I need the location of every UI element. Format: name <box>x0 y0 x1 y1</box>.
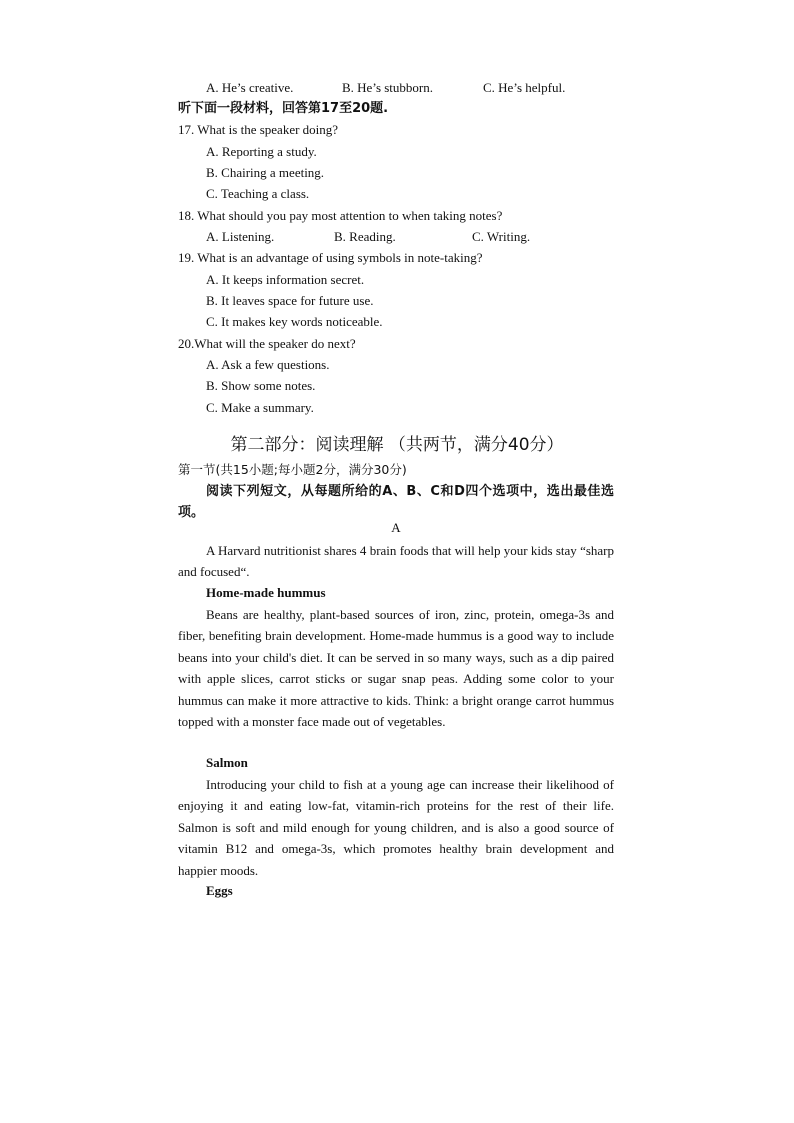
q17-stem: 17. What is the speaker doing? <box>178 122 339 137</box>
eggs-heading: Eggs <box>206 883 233 898</box>
q16-option-b[interactable]: B. He’s stubborn. <box>342 80 433 95</box>
part2-title: 第二部分：阅读理解 （共两节，满分40分） <box>230 435 564 455</box>
hummus-paragraph: Beans are healthy, plant-based sources of iron, zinc, protein, omega-3s and fiber, benefiting brain development. Home-made hummus is a good way to include beans into your child's diet. It can be served in so many ways, such as a dip paired with apple slices, carrot sticks or sugar snap peas. Adding some color to your hummus can make it more attractive to kids. Think: a bright orange carrot hummus topped with a monster face made out of vegetables. <box>178 607 614 730</box>
q19-option-c[interactable]: C. It makes key words noticeable. <box>206 314 383 329</box>
salmon-paragraph: Introducing your child to fish at a young age can increase their likelihood of enjoying it and eating low-fat, vitamin-rich proteins for the rest of their life. Salmon is soft and mild enough for young children, and is also a good source of vitamin B12 and omega-3s, which promotes healthy brain development and happier moods. <box>178 777 614 878</box>
q17-option-c[interactable]: C. Teaching a class. <box>206 186 310 201</box>
section1-title: 第一节(共15小题;每小题2分，满分30分) <box>178 462 407 477</box>
salmon-heading: Salmon <box>206 755 248 770</box>
reading-instruction: 阅读下列短文，从每题所给的A、B、C和D四个选项中，选出最佳选项。 <box>178 484 614 520</box>
q20-option-c[interactable]: C. Make a summary. <box>206 400 314 415</box>
q20-option-a[interactable]: A. Ask a few questions. <box>206 357 330 372</box>
q18-stem: 18. What should you pay most attention to when taking notes? <box>178 208 503 223</box>
listening-section-note: 听下面一段材料，回答第17至20题. <box>178 101 389 116</box>
q19-stem: 19. What is an advantage of using symbols in note-taking? <box>178 250 483 265</box>
q18-option-c[interactable]: C. Writing. <box>472 229 531 244</box>
q18-option-a[interactable]: A. Listening. <box>206 229 275 244</box>
passage-intro: A Harvard nutritionist shares 4 brain foods that will help your kids stay “sharp and focused“. <box>178 543 614 580</box>
q20-option-b[interactable]: B. Show some notes. <box>206 378 316 393</box>
q19-option-b[interactable]: B. It leaves space for future use. <box>206 293 374 308</box>
q17-option-b[interactable]: B. Chairing a meeting. <box>206 165 325 180</box>
passage-label: A <box>391 520 401 535</box>
q19-option-a[interactable]: A. It keeps information secret. <box>206 272 365 287</box>
q16-option-c[interactable]: C. He’s helpful. <box>483 80 566 95</box>
q17-option-a[interactable]: A. Reporting a study. <box>206 144 317 159</box>
hummus-heading: Home-made hummus <box>206 585 326 600</box>
q16-option-a[interactable]: A. He’s creative. <box>206 80 294 95</box>
q18-option-b[interactable]: B. Reading. <box>334 229 396 244</box>
q20-stem: 20.What will the speaker do next? <box>178 336 356 351</box>
